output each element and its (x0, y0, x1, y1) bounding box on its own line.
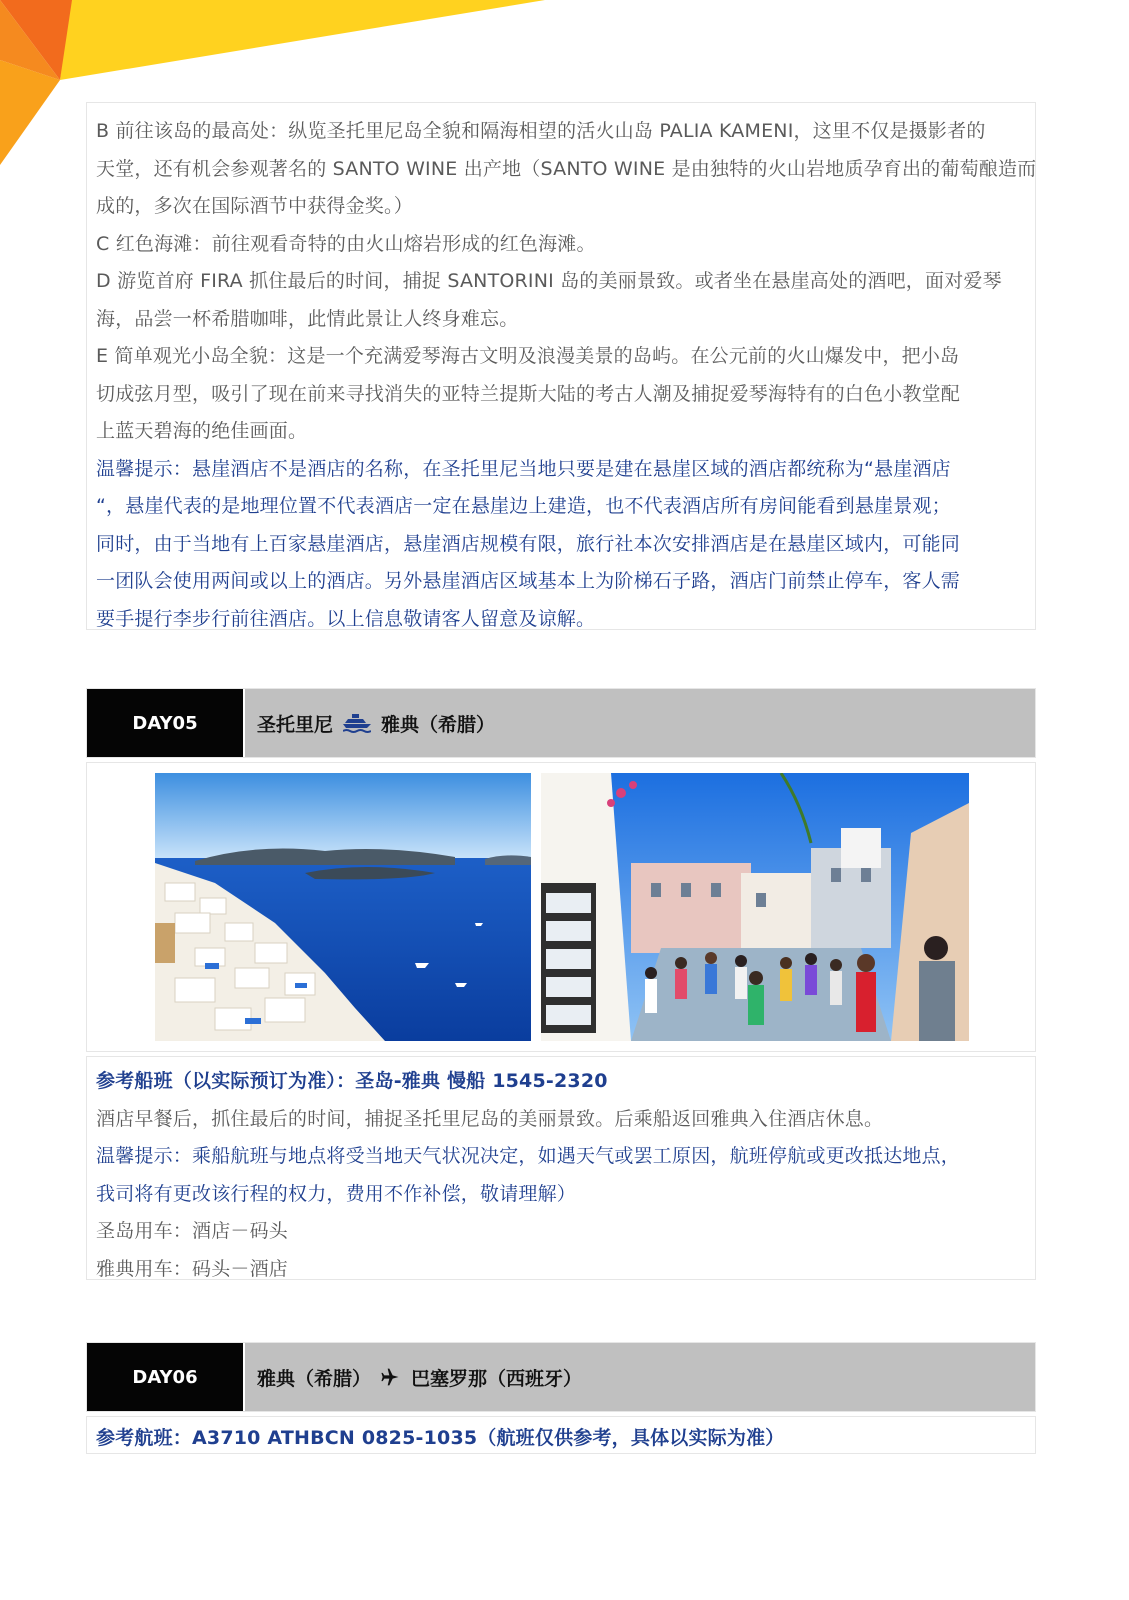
santorini-caldera-photo (155, 773, 531, 1041)
day-route (245, 689, 1035, 757)
day-description: 酒店早餐后，抓住最后的时间，捕捉圣托里尼岛的美丽景致。后乘船返回雅典入住酒店休息。 (96, 1107, 884, 1130)
day-label: DAY06 (87, 1343, 243, 1411)
day4-continuation-box (86, 102, 1036, 630)
route-to: 雅典（希腊） (381, 713, 496, 736)
text-line: 海，品尝一杯希腊咖啡，此情此景让人终身难忘。 (96, 307, 519, 330)
day5-content-box (86, 1056, 1036, 1280)
tip-line: 温馨提示：悬崖酒店不是酒店的名称，在圣托里尼当地只要是建在悬崖区域的酒店都统称为“悬崖酒店 (96, 457, 951, 480)
flight-info: 参考航班：A3710 ATHBCN 0825-1035（航班仅供参考，具体以实际为准） (96, 1427, 785, 1449)
tip-line: 一团队会使用两间或以上的酒店。另外悬崖酒店区域基本上为阶梯石子路，酒店门前禁止停车，客人需 (96, 570, 961, 592)
text-line: 天堂，还有机会参观著名的 SANTO WINE 出产地（SANTO WINE 是由独特的火山岩地质孕育出的葡萄酿造而 (96, 157, 1037, 180)
text-line: E 简单观光小岛全貌：这是一个充满爱琴海古文明及浪漫美景的岛屿。在公元前的火山爆发中，把小岛 (96, 345, 960, 367)
route-from: 雅典（希腊） (257, 1367, 372, 1390)
transfer-line: 雅典用车：码头－酒店 (96, 1257, 289, 1280)
text-line: B 前往该岛的最高处：纵览圣托里尼岛全貌和隔海相望的活火山岛 PALIA KAMENI，这里不仅是摄影者的 (96, 120, 986, 142)
day6-content-box (86, 1416, 1036, 1454)
airplane-icon (381, 1367, 401, 1387)
text-line: C 红色海滩：前往观看奇特的由火山熔岩形成的红色海滩。 (96, 232, 596, 255)
tip-line: 同时，由于当地有上百家悬崖酒店，悬崖酒店规模有限，旅行社本次安排酒店是在悬崖区域内，可能同 (96, 532, 961, 555)
tip-line: 温馨提示：乘船航班与地点将受当地天气状况决定，如遇天气或罢工原因，航班停航或更改抵达地点， (96, 1145, 961, 1167)
ship-icon (343, 712, 371, 734)
day5-photos (86, 762, 1036, 1052)
text-line: 成的，多次在国际酒节中获得金奖。） (96, 195, 413, 217)
route-from: 圣托里尼 (257, 713, 334, 736)
tip-line: “，悬崖代表的是地理位置不代表酒店一定在悬崖边上建造，也不代表酒店所有房间能看到悬崖景观； (96, 495, 951, 517)
ferry-info: 参考船班（以实际预订为准）：圣岛-雅典 慢船 1545-2320 (96, 1070, 608, 1092)
day6-header (86, 1342, 1036, 1412)
day5-header (86, 688, 1036, 758)
tip-line: 要手提行李步行前往酒店。以上信息敬请客人留意及谅解。 (96, 607, 596, 630)
text-line: D 游览首府 FIRA 抓住最后的时间，捕捉 SANTORINI 岛的美丽景致。或者坐在悬崖高处的酒吧，面对爱琴 (96, 270, 1002, 292)
route-to: 巴塞罗那（西班牙） (411, 1367, 583, 1390)
tip-line: 我司将有更改该行程的权力，费用不作补偿，敬请理解） (96, 1182, 577, 1205)
text-line: 上蓝天碧海的绝佳画面。 (96, 420, 308, 442)
text-line: 切成弦月型，吸引了现在前来寻找消失的亚特兰提斯大陆的考古人潮及捕捉爱琴海特有的白色小教堂配 (96, 382, 961, 405)
transfer-line: 圣岛用车：酒店－码头 (96, 1220, 289, 1242)
oia-street-photo (541, 773, 969, 1041)
day-label: DAY05 (87, 689, 243, 757)
day-route (245, 1343, 1035, 1411)
